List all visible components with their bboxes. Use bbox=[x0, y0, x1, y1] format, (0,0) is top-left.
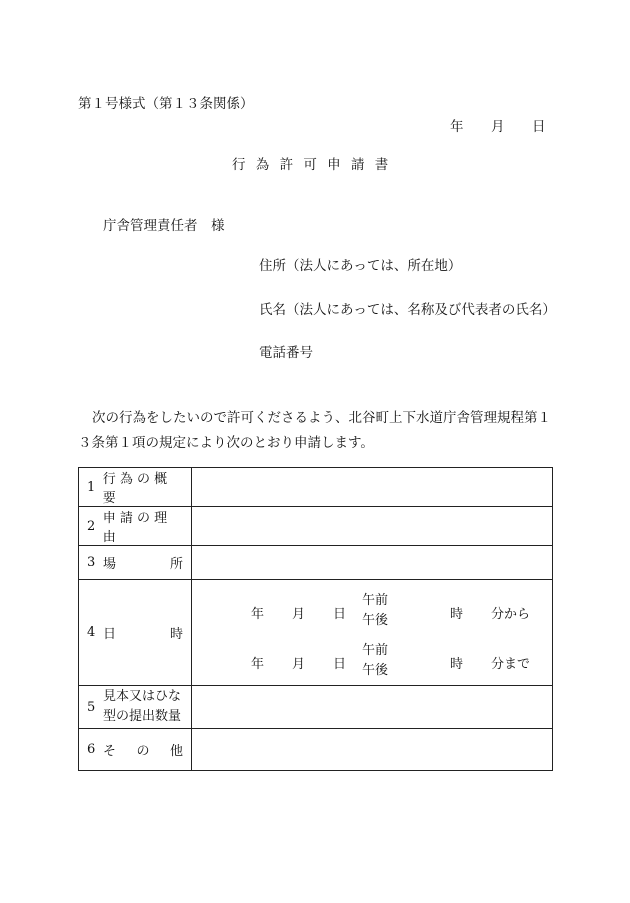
place-label-part1: 場 bbox=[103, 557, 117, 572]
row-number: 2 bbox=[87, 518, 96, 534]
place-value-cell[interactable] bbox=[192, 546, 553, 580]
end-am: 午前 bbox=[362, 642, 389, 658]
end-month: 月 bbox=[292, 656, 306, 672]
start-am: 午前 bbox=[362, 592, 389, 608]
end-day: 日 bbox=[333, 656, 347, 672]
addressee: 庁舎管理責任者 様 bbox=[103, 218, 225, 234]
end-minute: 分まで bbox=[491, 656, 531, 672]
start-day: 日 bbox=[333, 606, 347, 622]
reason-label: 申 請 の 理 由 bbox=[102, 511, 168, 545]
other-label-cell bbox=[79, 729, 192, 771]
start-month: 月 bbox=[292, 606, 306, 622]
form-number: 第１号様式（第１３条関係） bbox=[78, 96, 254, 112]
samples-label-cell bbox=[79, 686, 192, 729]
other-label-part1: そ bbox=[103, 744, 117, 759]
table-row-other bbox=[79, 729, 553, 771]
table-row-samples bbox=[79, 686, 553, 729]
end-hour: 時 bbox=[450, 656, 464, 672]
overview-label: 行 為 の 概 要 bbox=[102, 472, 168, 506]
row-number: 1 bbox=[87, 479, 96, 495]
table-row-overview bbox=[79, 468, 553, 507]
row-number: 6 bbox=[87, 742, 96, 757]
end-year: 年 bbox=[251, 656, 265, 672]
datetime-label-part2: 時 bbox=[169, 627, 183, 642]
other-label-part3: 他 bbox=[169, 744, 183, 759]
body-text: 次の行為をしたいので許可くださるよう、北谷町上下水道庁舎管理規程第１３条第１項の規定により次のとおり申請します。 bbox=[78, 410, 551, 451]
start-hour: 時 bbox=[450, 606, 464, 622]
datetime-end bbox=[192, 637, 552, 683]
application-table bbox=[78, 467, 553, 771]
overview-value-cell[interactable] bbox=[192, 468, 553, 507]
table-row-place bbox=[79, 546, 553, 580]
reason-value-cell[interactable] bbox=[192, 507, 553, 546]
datetime-label-part1: 日 bbox=[103, 627, 117, 642]
reason-label-cell bbox=[79, 507, 192, 546]
table-row-datetime bbox=[79, 580, 553, 686]
applicant-address-label: 住所（法人にあっては、所在地） bbox=[259, 258, 462, 274]
date-year: 年 bbox=[450, 119, 464, 135]
place-label-cell bbox=[79, 546, 192, 580]
overview-label-cell bbox=[79, 468, 192, 507]
document-title: 行 為 許 可 申 請 書 bbox=[232, 157, 392, 173]
samples-value-cell[interactable] bbox=[192, 686, 553, 729]
datetime-label-cell bbox=[79, 580, 192, 686]
applicant-name-label: 氏名（法人にあっては、名称及び代表者の氏名） bbox=[259, 302, 556, 318]
table-row-reason bbox=[79, 507, 553, 546]
samples-label-line1: 見本又はひな bbox=[103, 689, 182, 704]
date-month: 月 bbox=[491, 119, 505, 135]
applicant-phone-label: 電話番号 bbox=[259, 345, 313, 361]
datetime-value-cell[interactable] bbox=[192, 580, 553, 686]
start-year: 年 bbox=[251, 606, 265, 622]
row-number: 3 bbox=[87, 555, 96, 570]
other-value-cell[interactable] bbox=[192, 729, 553, 771]
start-minute: 分から bbox=[491, 606, 531, 622]
end-pm: 午後 bbox=[362, 662, 389, 678]
date-day: 日 bbox=[532, 119, 546, 135]
other-label-part2: の bbox=[136, 744, 150, 759]
datetime-start bbox=[192, 587, 552, 633]
samples-label-line2: 型の提出数量 bbox=[103, 709, 182, 724]
row-number: 5 bbox=[87, 699, 96, 715]
start-pm: 午後 bbox=[362, 612, 389, 628]
row-number: 4 bbox=[87, 625, 96, 640]
place-label-part2: 所 bbox=[169, 557, 183, 572]
